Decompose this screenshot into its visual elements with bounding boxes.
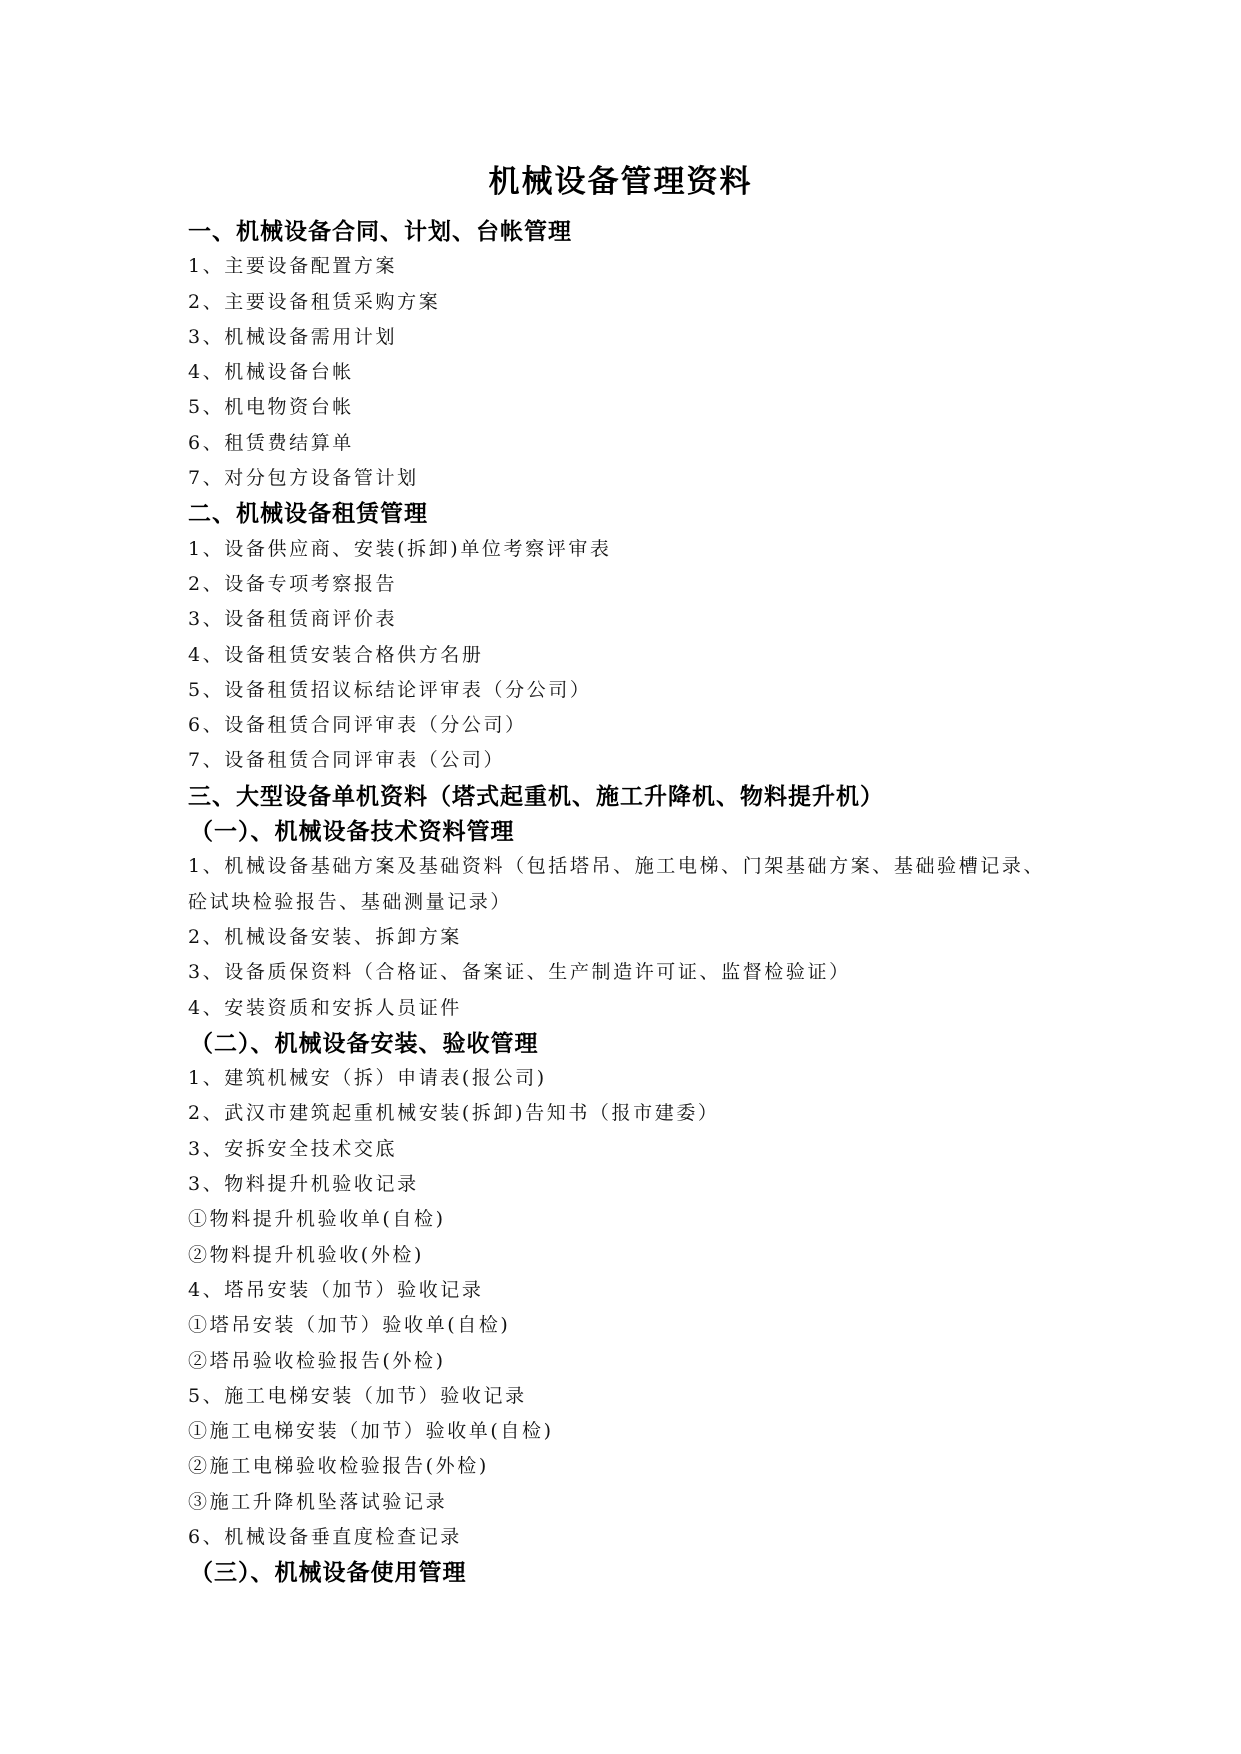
list-item: 2、主要设备租赁采购方案 (188, 290, 441, 313)
list-item: ②物料提升机验收(外检) (188, 1243, 425, 1266)
list-item: 3、机械设备需用计划 (188, 325, 398, 348)
document-title: 机械设备管理资料 (488, 164, 753, 200)
list-item: 3、设备租赁商评价表 (188, 608, 398, 631)
list-item: 2、武汉市建筑起重机械安装(拆卸)告知书（报市建委） (188, 1102, 720, 1125)
list-item: ①塔吊安装（加节）验收单(自检) (188, 1314, 511, 1337)
section-heading: 三、大型设备单机资料（塔式起重机、施工升降机、物料提升机） (188, 782, 884, 810)
list-item: 2、机械设备安装、拆卸方案 (188, 925, 462, 948)
list-item: 4、安装资质和安拆人员证件 (188, 996, 462, 1019)
list-item: 1、主要设备配置方案 (188, 255, 398, 278)
list-item: 4、设备租赁安装合格供方名册 (188, 643, 484, 666)
list-item: 1、设备供应商、安装(拆卸)单位考察评审表 (188, 537, 612, 560)
list-item: 7、对分包方设备管计划 (188, 467, 419, 490)
section-heading: （二）、机械设备安装、验收管理 (190, 1029, 539, 1057)
list-item: 1、建筑机械安（拆）申请表(报公司) (188, 1067, 547, 1090)
list-item: 3、物料提升机验收记录 (188, 1173, 419, 1196)
list-item: ②施工电梯验收检验报告(外检) (188, 1455, 489, 1478)
list-item: 砼试块检验报告、基础测量记录） (188, 890, 513, 913)
list-item: 4、塔吊安装（加节）验收记录 (188, 1278, 484, 1301)
list-item: ②塔吊验收检验报告(外检) (188, 1349, 446, 1372)
list-item: 4、机械设备台帐 (188, 361, 354, 384)
list-item: 2、设备专项考察报告 (188, 572, 398, 595)
list-item: 1、机械设备基础方案及基础资料（包括塔吊、施工电梯、门架基础方案、基础验槽记录、 (188, 855, 1046, 878)
list-item: 5、施工电梯安装（加节）验收记录 (188, 1384, 527, 1407)
list-item: 3、安拆安全技术交底 (188, 1137, 398, 1160)
list-item: 5、设备租赁招议标结论评审表（分公司） (188, 678, 592, 701)
list-item: ①物料提升机验收单(自检) (188, 1208, 446, 1231)
section-heading: 二、机械设备租赁管理 (188, 500, 428, 528)
section-heading: （三）、机械设备使用管理 (190, 1559, 467, 1587)
list-item: 5、机电物资台帐 (188, 396, 354, 419)
section-heading: 一、机械设备合同、计划、台帐管理 (188, 218, 572, 245)
document-body (188, 214, 1088, 1591)
list-item: 6、机械设备垂直度检查记录 (188, 1525, 462, 1548)
list-item: ①施工电梯安装（加节）验收单(自检) (188, 1420, 554, 1443)
list-item: ③施工升降机坠落试验记录 (188, 1490, 448, 1513)
list-item: 7、设备租赁合同评审表（公司） (188, 749, 506, 772)
list-item: 6、设备租赁合同评审表（分公司） (188, 714, 527, 737)
list-item: 6、租赁费结算单 (188, 431, 354, 454)
section-heading: （一）、机械设备技术资料管理 (190, 818, 515, 846)
list-item: 3、设备质保资料（合格证、备案证、生产制造许可证、监督检验证） (188, 961, 851, 984)
